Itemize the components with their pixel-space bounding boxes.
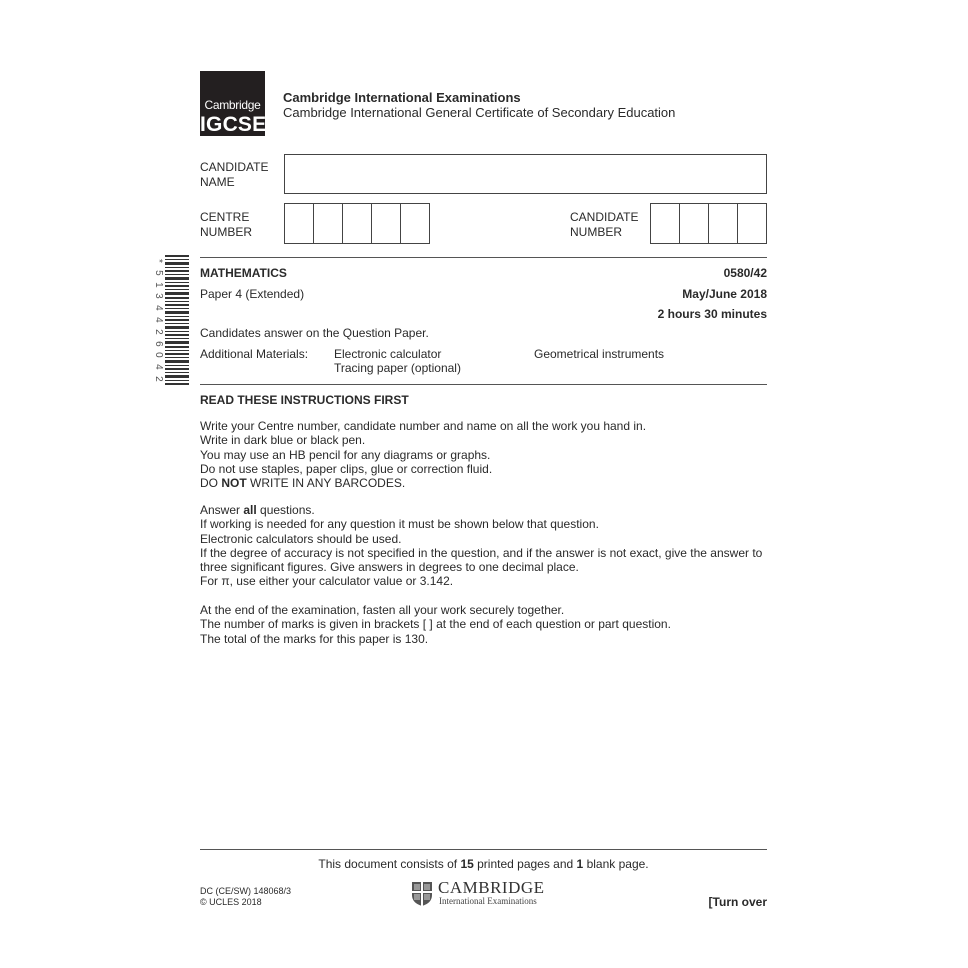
digit-box[interactable] bbox=[343, 204, 372, 243]
label-line: NUMBER bbox=[200, 225, 253, 239]
instruction-line: At the end of the examination, fasten all your work securely together. bbox=[200, 603, 565, 617]
digit-box[interactable] bbox=[372, 204, 401, 243]
emphasis: NOT bbox=[221, 476, 247, 491]
instruction-line: Do not use staples, paper clips, glue or correction fluid. bbox=[200, 461, 493, 476]
text: questions. bbox=[256, 503, 315, 517]
instruction-line: Electronic calculators should be used. bbox=[200, 531, 402, 546]
copyright: © UCLES 2018 bbox=[200, 897, 262, 907]
label-line: CANDIDATE bbox=[570, 210, 639, 224]
divider bbox=[200, 257, 767, 258]
reference-code: DC (CE/SW) 148068/3 bbox=[200, 886, 292, 896]
instruction-line bbox=[200, 476, 646, 490]
candidate-name-field[interactable] bbox=[284, 154, 767, 194]
barcode-digit: 4 bbox=[152, 317, 164, 323]
barcode-digit: 3 bbox=[152, 293, 164, 300]
instruction-line: Write in dark blue or black pen. bbox=[200, 433, 366, 448]
logo-text-cambridge: Cambridge bbox=[204, 98, 261, 112]
barcode-digit: 6 bbox=[152, 340, 164, 347]
org-name: Cambridge International Examinations bbox=[283, 90, 521, 105]
instruction-line: The number of marks is given in brackets [ ] at the end of each question or part question. bbox=[200, 617, 671, 632]
instruction-line: You may use an HB pencil for any diagrams or graphs. bbox=[200, 447, 491, 462]
paper-code: 0580/42 bbox=[723, 266, 767, 280]
candidate-name-label bbox=[200, 160, 268, 190]
cambridge-igcse-logo bbox=[200, 71, 265, 136]
material-item: Tracing paper (optional) bbox=[334, 361, 461, 375]
barcode-digit: 4 bbox=[152, 305, 164, 311]
label-line: CENTRE bbox=[200, 210, 250, 224]
candidate-number-field[interactable] bbox=[650, 203, 767, 244]
duration: 2 hours 30 minutes bbox=[657, 307, 767, 321]
instruction-line: For π, use either your calculator value or 3.142. bbox=[200, 574, 454, 589]
emphasis: all bbox=[243, 503, 257, 517]
centre-number-field[interactable] bbox=[284, 203, 430, 244]
cambridge-crest-icon bbox=[411, 881, 433, 907]
instructions-block-3 bbox=[200, 603, 671, 646]
material-item: Geometrical instruments bbox=[534, 347, 665, 361]
session: May/June 2018 bbox=[682, 287, 767, 301]
subject: MATHEMATICS bbox=[200, 266, 287, 280]
barcode-icon bbox=[165, 255, 189, 385]
instructions-block-1 bbox=[200, 419, 646, 490]
barcode-digit: * bbox=[152, 258, 164, 263]
logo-text-igcse: IGCSE bbox=[200, 113, 267, 136]
qualification-name: Cambridge International General Certificate of Secondary Education bbox=[283, 105, 676, 120]
turn-over: [Turn over bbox=[708, 895, 767, 909]
cambridge-brand-sub: International Examinations bbox=[439, 896, 537, 906]
digit-box[interactable] bbox=[314, 204, 343, 243]
digit-box[interactable] bbox=[285, 204, 314, 243]
barcode-digit: 2 bbox=[152, 328, 164, 335]
text: This document consists of bbox=[318, 857, 461, 871]
printed-pages-count: 15 bbox=[460, 857, 474, 871]
instruction-line: The total of the marks for this paper is 130. bbox=[200, 631, 429, 646]
barcode-digit: 2 bbox=[152, 376, 164, 382]
material-item: Electronic calculator bbox=[334, 347, 442, 361]
text: WRITE IN ANY BARCODES. bbox=[246, 476, 406, 491]
barcode-digit: 0 bbox=[152, 352, 164, 359]
digit-box[interactable] bbox=[738, 204, 766, 243]
barcode-digit: 4 bbox=[152, 364, 164, 370]
text: printed pages and bbox=[473, 857, 577, 871]
answer-note: Candidates answer on the Question Paper. bbox=[200, 326, 429, 340]
materials-label: Additional Materials: bbox=[200, 347, 309, 361]
label-line: CANDIDATE bbox=[200, 160, 269, 174]
blank-pages-count: 1 bbox=[576, 857, 584, 871]
barcode-digit: 5 bbox=[152, 269, 164, 276]
cambridge-brand: CAMBRIDGE bbox=[438, 878, 545, 897]
instructions-heading: READ THESE INSTRUCTIONS FIRST bbox=[200, 393, 409, 407]
instruction-line: Write your Centre number, candidate number and name on all the work you hand in. bbox=[200, 419, 647, 433]
barcode-digit: 1 bbox=[152, 281, 164, 288]
paper-name: Paper 4 (Extended) bbox=[200, 287, 305, 301]
text: Answer bbox=[200, 503, 244, 517]
instruction-line bbox=[200, 503, 762, 517]
text: DO bbox=[200, 476, 222, 491]
digit-box[interactable] bbox=[651, 204, 680, 243]
digit-box[interactable] bbox=[709, 204, 738, 243]
divider bbox=[200, 849, 767, 850]
text: blank page. bbox=[583, 857, 649, 871]
instructions-block-2 bbox=[200, 503, 762, 589]
document-reference bbox=[200, 886, 291, 908]
candidate-number-label bbox=[570, 210, 638, 240]
digit-box[interactable] bbox=[401, 204, 429, 243]
divider bbox=[200, 384, 767, 385]
instruction-line: three significant figures. Give answers in degrees to one decimal place. bbox=[200, 560, 579, 575]
label-line: NUMBER bbox=[570, 225, 623, 239]
centre-number-label bbox=[200, 210, 252, 240]
barcode-digits bbox=[152, 255, 164, 385]
instruction-line: If the degree of accuracy is not specified in the question, and if the answer is not exact, give the answer to bbox=[200, 545, 763, 560]
page-count-note bbox=[200, 857, 767, 871]
label-line: NAME bbox=[200, 175, 235, 189]
instruction-line: If working is needed for any question it must be shown below that question. bbox=[200, 517, 599, 532]
digit-box[interactable] bbox=[680, 204, 709, 243]
